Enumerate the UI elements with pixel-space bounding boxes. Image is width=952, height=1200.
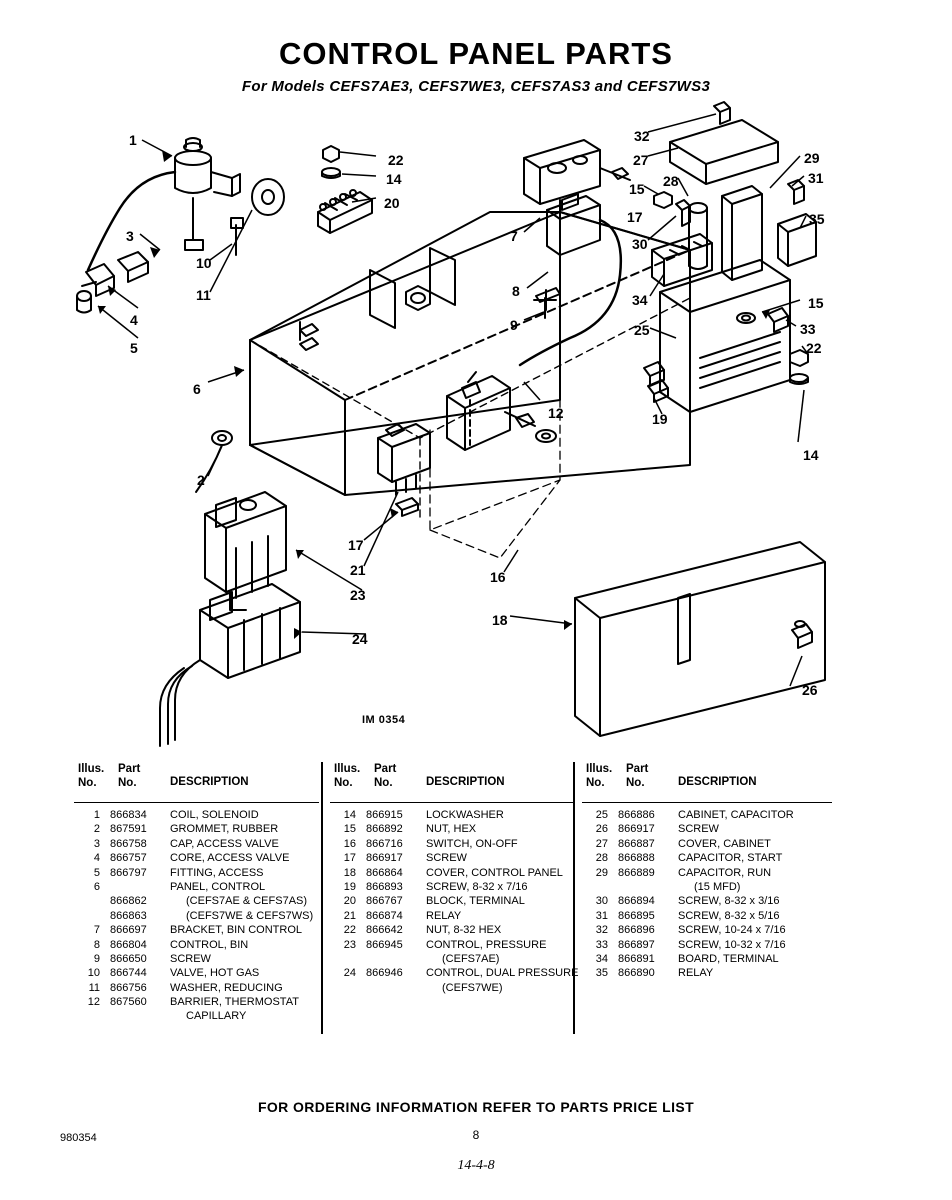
- table-row: [582, 967, 832, 981]
- table-row: [74, 838, 319, 852]
- part-description: CAPACITOR, RUN: [678, 866, 772, 879]
- table-row: [582, 867, 832, 881]
- table-header: [582, 762, 832, 803]
- part-no: 866874: [366, 909, 403, 922]
- header-illus-no-label: No.: [334, 777, 353, 789]
- part-no: 866917: [618, 823, 655, 836]
- table-row: [74, 809, 319, 823]
- part-description: RELAY: [678, 967, 714, 980]
- illus-no: 10: [87, 967, 100, 980]
- table-row: [330, 852, 575, 866]
- header-part-no-label: No.: [626, 777, 645, 789]
- part-no: 866886: [618, 809, 655, 821]
- table-row: [74, 852, 319, 866]
- header-description-label: DESCRIPTION: [426, 776, 505, 788]
- revision-code: 14-4-8: [457, 1158, 495, 1173]
- part-no: 866888: [618, 852, 655, 865]
- part-no: 866756: [110, 981, 147, 994]
- illus-no: 21: [343, 909, 356, 922]
- part-description: COIL, SOLENOID: [170, 809, 259, 821]
- table-row: [330, 967, 579, 981]
- part-description: SCREW: [678, 823, 719, 836]
- illus-no: 3: [93, 837, 100, 850]
- table-row: [330, 953, 575, 967]
- part-no: 866650: [110, 952, 147, 965]
- part-no: 866758: [110, 837, 147, 850]
- header-description-label: DESCRIPTION: [678, 776, 757, 788]
- table-row: [74, 982, 319, 996]
- illus-no: 8: [93, 938, 100, 951]
- illus-no: 28: [595, 852, 608, 865]
- table-row: [330, 809, 575, 823]
- part-no: 866894: [618, 895, 655, 908]
- illus-no: 30: [595, 895, 608, 908]
- illus-no: 2: [93, 823, 100, 836]
- callout-33: 33: [800, 321, 816, 337]
- part-no: 866887: [618, 837, 655, 850]
- part-description: SCREW: [170, 952, 211, 965]
- header-part-no-label: No.: [374, 777, 393, 789]
- header-illus-label: Illus.: [334, 763, 361, 775]
- table-row: [74, 967, 319, 981]
- part-description: SCREW, 8-32 x 5/16: [678, 909, 780, 922]
- illus-no: 33: [595, 938, 608, 951]
- table-row: [74, 823, 319, 837]
- illus-no: 6: [93, 880, 100, 893]
- table-row: [74, 924, 319, 938]
- callout-30: 30: [632, 236, 648, 252]
- table-row: [582, 910, 832, 924]
- parts-column-3: [582, 762, 832, 1034]
- table-row: [582, 881, 832, 895]
- part-no: 866642: [366, 924, 403, 937]
- header-illus-no-label: No.: [586, 777, 605, 789]
- illus-no: 35: [595, 967, 608, 980]
- illus-no: 31: [595, 909, 608, 922]
- table-row: [330, 982, 575, 996]
- header-part-label: Part: [374, 763, 397, 775]
- part-description: WASHER, REDUCING: [170, 981, 283, 994]
- illus-no: 17: [343, 852, 356, 865]
- table-row: [582, 939, 832, 953]
- table-row: [330, 823, 575, 837]
- callout-25: 25: [634, 322, 650, 338]
- diagram-artwork: [0, 100, 952, 750]
- part-no: 866917: [366, 852, 403, 865]
- part-description: (CEFS7WE): [442, 981, 503, 994]
- illus-no: 18: [343, 866, 356, 879]
- callout-29: 29: [804, 150, 820, 166]
- part-no: 866804: [110, 938, 147, 951]
- callout-15-top: 15: [629, 181, 645, 197]
- illus-no: 15: [343, 823, 356, 836]
- part-description: LOCKWASHER: [426, 809, 504, 821]
- part-description: NUT, HEX: [426, 823, 477, 836]
- table-row: [330, 838, 575, 852]
- callout-4: 4: [130, 312, 138, 328]
- table-row: [582, 852, 832, 866]
- part-description: RELAY: [426, 909, 462, 922]
- table-row: [74, 867, 319, 881]
- part-no: 866897: [618, 938, 655, 951]
- illus-no: 16: [343, 837, 356, 850]
- table-row: [582, 823, 832, 837]
- page-title: CONTROL PANEL PARTS: [279, 36, 673, 71]
- part-description: CORE, ACCESS VALVE: [170, 852, 290, 865]
- illus-no: 23: [343, 938, 356, 951]
- illus-no: 1: [93, 809, 100, 821]
- parts-column-1: [74, 762, 319, 1034]
- part-no: 866896: [618, 924, 655, 937]
- table-header: [330, 762, 575, 803]
- part-description: GROMMET, RUBBER: [170, 823, 279, 836]
- illus-no: 34: [595, 952, 608, 965]
- callout-35: 35: [809, 211, 825, 227]
- callout-5: 5: [130, 340, 138, 356]
- callout-28: 28: [663, 173, 679, 189]
- callout-20: 20: [384, 195, 400, 211]
- callout-6: 6: [193, 381, 201, 397]
- part-description: SCREW, 8-32 x 7/16: [426, 880, 528, 893]
- part-description: BLOCK, TERMINAL: [426, 895, 525, 908]
- callout-31: 31: [808, 170, 824, 186]
- illus-no: 9: [93, 952, 100, 965]
- part-no: 866891: [618, 952, 655, 965]
- header-illus-label: Illus.: [586, 763, 613, 775]
- table-row: [74, 895, 319, 909]
- table-row: [582, 895, 832, 909]
- table-row: [74, 953, 319, 967]
- callout-11: 11: [196, 287, 211, 303]
- part-no: 866767: [366, 895, 403, 908]
- illus-no: 20: [343, 895, 356, 908]
- table-row: [74, 881, 319, 895]
- illus-no: 7: [93, 924, 100, 937]
- table-row: [330, 910, 575, 924]
- callout-34: 34: [632, 292, 648, 308]
- part-description: NUT, 8-32 HEX: [426, 924, 502, 937]
- table-row: [330, 867, 575, 881]
- part-no: 866862: [110, 895, 147, 908]
- callout-17-right: 17: [627, 209, 643, 225]
- callout-10: 10: [196, 255, 212, 271]
- part-description: SCREW, 8-32 x 3/16: [678, 895, 780, 908]
- illus-no: 24: [343, 967, 356, 980]
- callout-14-right: 14: [803, 447, 819, 463]
- part-description: BOARD, TERMINAL: [678, 952, 779, 965]
- callout-26: 26: [802, 682, 818, 698]
- illus-no: 14: [343, 809, 356, 821]
- illus-no: 32: [595, 924, 608, 937]
- table-row: [74, 996, 319, 1010]
- part-description: VALVE, HOT GAS: [170, 967, 260, 980]
- callout-19: 19: [652, 411, 668, 427]
- callout-8: 8: [512, 283, 520, 299]
- table-row: [74, 910, 319, 924]
- part-description: PANEL, CONTROL: [170, 880, 266, 893]
- table-row: [582, 838, 832, 852]
- part-description: (CEFS7AE): [442, 952, 500, 965]
- page-subtitle: For Models CEFS7AE3, CEFS7WE3, CEFS7AS3 and CEFS7WS3: [241, 78, 711, 95]
- table-header: [74, 762, 319, 803]
- part-no: 866945: [366, 938, 403, 951]
- header-part-no-label: No.: [118, 777, 137, 789]
- illus-no: 25: [595, 809, 608, 821]
- callout-16: 16: [490, 569, 506, 585]
- header-part-label: Part: [118, 763, 141, 775]
- illus-no: 12: [87, 996, 100, 1009]
- part-description: FITTING, ACCESS: [170, 866, 264, 879]
- part-no: 866890: [618, 967, 655, 980]
- part-no: 866863: [110, 909, 147, 922]
- part-description: CAP, ACCESS VALVE: [170, 837, 279, 850]
- ordering-note: FOR ORDERING INFORMATION REFER TO PARTS PRICE LIST: [257, 1099, 695, 1115]
- part-description: (15 MFD): [694, 880, 741, 893]
- part-description: (CEFS7WE & CEFS7WS): [186, 909, 314, 922]
- part-no: 867560: [110, 996, 147, 1009]
- callout-22-right: 22: [806, 340, 822, 356]
- callout-3: 3: [126, 228, 134, 244]
- callout-2: 2: [197, 472, 205, 488]
- header-illus-no-label: No.: [78, 777, 97, 789]
- illus-no: 11: [88, 981, 100, 994]
- header-illus-label: Illus.: [78, 763, 105, 775]
- part-no: 866915: [366, 809, 403, 821]
- table-row: [330, 924, 575, 938]
- part-description: BARRIER, THERMOSTAT: [170, 996, 299, 1009]
- part-no: 866797: [110, 866, 147, 879]
- callout-9: 9: [510, 317, 518, 333]
- callout-7: 7: [510, 228, 518, 244]
- part-no: 866697: [110, 924, 147, 937]
- illus-no: 4: [93, 852, 100, 865]
- part-description: CONTROL, BIN: [170, 938, 249, 951]
- header-description-label: DESCRIPTION: [170, 776, 249, 788]
- table-row: [74, 939, 319, 953]
- table-row: [74, 1010, 319, 1024]
- part-no: 866946: [366, 967, 403, 980]
- exploded-view-diagram: [0, 100, 952, 750]
- part-no: 866744: [110, 967, 147, 980]
- callout-12: 12: [548, 405, 564, 421]
- part-no: 866892: [366, 823, 403, 836]
- table-row: [330, 939, 575, 953]
- table-row: [330, 895, 575, 909]
- callout-32: 32: [634, 128, 650, 144]
- table-row: [330, 881, 575, 895]
- part-description: BRACKET, BIN CONTROL: [170, 924, 303, 937]
- illus-no: 27: [595, 837, 608, 850]
- illus-no: 5: [93, 866, 100, 879]
- part-description: SCREW: [426, 852, 467, 865]
- part-no: 866893: [366, 880, 403, 893]
- illus-no: 26: [595, 823, 608, 836]
- callout-15-right: 15: [808, 295, 824, 311]
- part-no: 866889: [618, 866, 655, 879]
- document-number: 980354: [60, 1132, 97, 1144]
- callout-14-top: 14: [386, 171, 402, 187]
- part-description: CABINET, CAPACITOR: [678, 809, 794, 821]
- table-row: [582, 809, 832, 823]
- part-description: CAPILLARY: [186, 1010, 247, 1023]
- parts-list: [74, 762, 880, 1042]
- callout-24: 24: [352, 631, 368, 647]
- table-row: [582, 924, 832, 938]
- callout-27: 27: [633, 152, 649, 168]
- part-no: 866716: [366, 837, 403, 850]
- illus-no: 29: [595, 866, 608, 879]
- callout-23: 23: [350, 587, 366, 603]
- callout-18: 18: [492, 612, 508, 628]
- callout-22-top: 22: [388, 152, 404, 168]
- callout-21: 21: [350, 562, 366, 578]
- part-description: SCREW, 10-24 x 7/16: [678, 924, 786, 937]
- illus-no: 19: [343, 880, 356, 893]
- part-description: COVER, CONTROL PANEL: [426, 866, 563, 879]
- table-row: [582, 953, 832, 967]
- part-no: 866757: [110, 852, 147, 865]
- part-description: (CEFS7AE & CEFS7AS): [186, 895, 308, 908]
- part-description: CONTROL, DUAL PRESSURE: [426, 967, 579, 980]
- header-part-label: Part: [626, 763, 649, 775]
- parts-column-2: [330, 762, 579, 1034]
- callout-1: 1: [129, 132, 137, 148]
- callout-17-left: 17: [348, 537, 364, 553]
- page-number: 8: [472, 1128, 480, 1142]
- illus-no: 22: [343, 924, 356, 937]
- table-divider-1: [321, 762, 323, 1034]
- part-no: 867591: [110, 823, 147, 836]
- drawing-number: IM 0354: [362, 714, 406, 726]
- part-description: SWITCH, ON-OFF: [426, 837, 518, 850]
- part-description: CAPACITOR, START: [678, 852, 783, 865]
- part-description: SCREW, 10-32 x 7/16: [678, 938, 786, 951]
- part-no: 866895: [618, 909, 655, 922]
- part-description: COVER, CABINET: [678, 837, 771, 850]
- part-no: 866834: [110, 809, 147, 821]
- part-description: CONTROL, PRESSURE: [426, 938, 547, 951]
- part-no: 866864: [366, 866, 403, 879]
